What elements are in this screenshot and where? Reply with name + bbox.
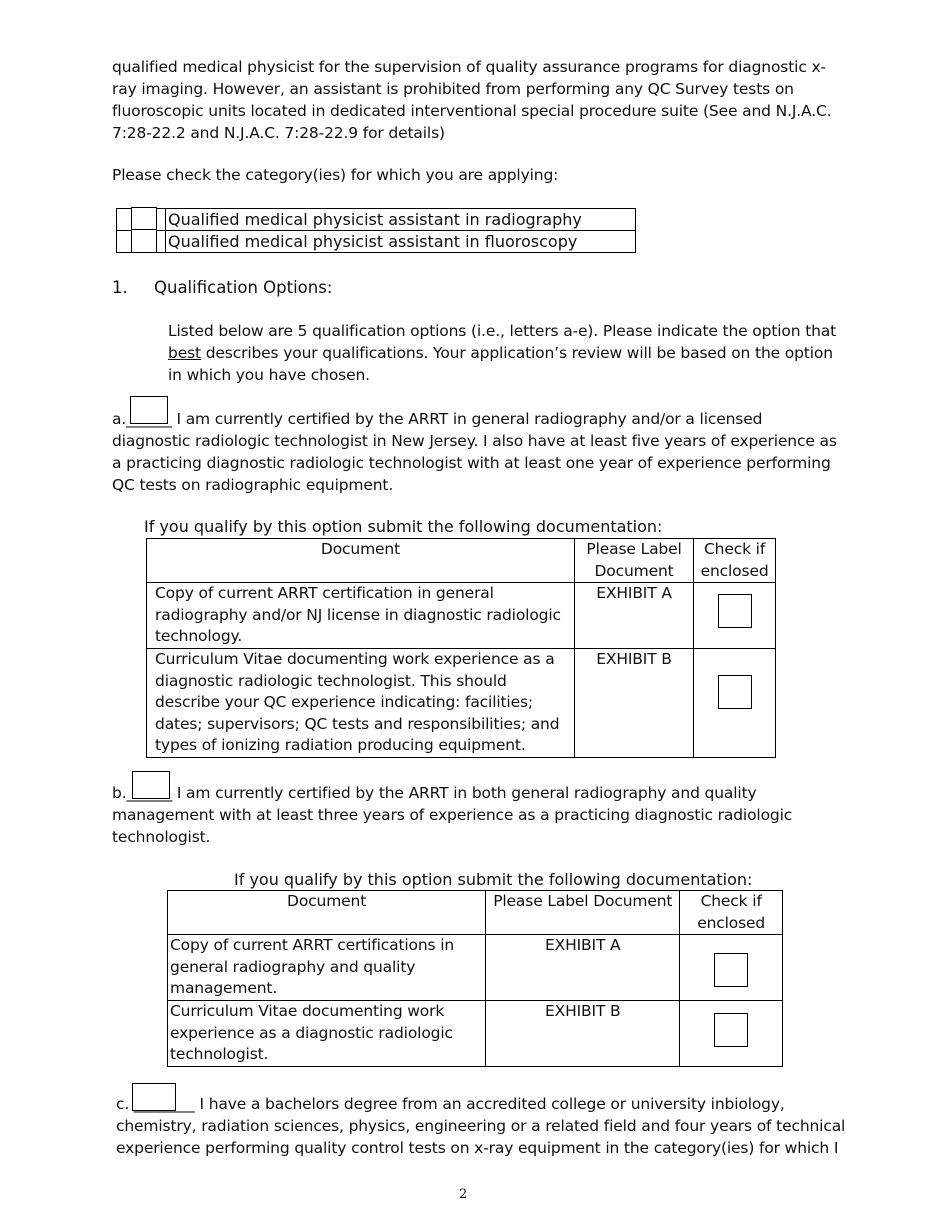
category-row bbox=[117, 209, 636, 231]
section-description bbox=[168, 320, 848, 386]
enclosed-checkbox[interactable] bbox=[718, 675, 752, 709]
option-b-line: technologist. bbox=[112, 828, 211, 846]
option-b-blank: b.______ bbox=[112, 784, 173, 802]
option-a-blank: a.______ bbox=[112, 410, 172, 428]
enclosed-checkbox[interactable] bbox=[714, 1013, 748, 1047]
table-header-row bbox=[168, 891, 783, 935]
intro-paragraph bbox=[112, 56, 852, 144]
intro-line: 7:28-22.2 and N.J.A.C. 7:28-22.9 for details) bbox=[112, 124, 445, 142]
option-a-doc-prompt: If you qualify by this option submit the following documentation: bbox=[144, 517, 663, 536]
table-row bbox=[147, 583, 776, 649]
option-b-text bbox=[112, 782, 852, 848]
option-a-line: QC tests on radiographic equipment. bbox=[112, 476, 394, 494]
section-title: Qualification Options: bbox=[154, 278, 333, 297]
section-number: 1. bbox=[112, 278, 128, 297]
enclosed-cell bbox=[694, 583, 776, 649]
enclosed-cell bbox=[680, 935, 783, 1001]
document-cell: Curriculum Vitae documenting work experience as a diagnostic radiologic technologist. This should describe your QC experience indicating: facilities; dates; supervisors; QC tests and responsibilities; and types of ionizing radiation producing equipment. bbox=[147, 649, 575, 758]
enclosed-checkbox[interactable] bbox=[718, 594, 752, 628]
exhibit-label: EXHIBIT A bbox=[574, 583, 693, 649]
document-cell: Copy of current ARRT certifications in general radiography and quality management. bbox=[168, 935, 486, 1001]
page-number: 2 bbox=[459, 1187, 468, 1202]
header-document: Document bbox=[147, 539, 575, 583]
intro-line: qualified medical physicist for the supervision of quality assurance programs for diagnostic x- bbox=[112, 58, 826, 76]
option-c-blank: c. ________ bbox=[116, 1095, 195, 1113]
table-row bbox=[168, 935, 783, 1001]
option-b-line: b.______ I am currently certified by the ARRT in both general radiography and quality bbox=[112, 784, 757, 802]
document-cell: Copy of current ARRT certification in general radiography and/or NJ license in diagnostic radiologic technology. bbox=[147, 583, 575, 649]
intro-line: ray imaging. However, an assistant is prohibited from performing any QC Survey tests on bbox=[112, 80, 794, 98]
option-a-line: a practicing diagnostic radiologic technologist with at least one year of experience performing bbox=[112, 454, 831, 472]
header-label: Please Label Document bbox=[574, 539, 693, 583]
underlined-word: best bbox=[168, 344, 201, 362]
header-document: Document bbox=[168, 891, 486, 935]
option-c-line: c. ________ I have a bachelors degree from an accredited college or university inbiology, bbox=[116, 1095, 785, 1113]
intro-line: fluoroscopic units located in dedicated interventional special procedure suite (See and N.J.A.C. bbox=[112, 102, 832, 120]
option-a-line: diagnostic radiologic technologist in New Jersey. I also have at least five years of experience as bbox=[112, 432, 837, 450]
description-line: Listed below are 5 qualification options (i.e., letters a-e). Please indicate the option that bbox=[168, 322, 837, 340]
option-c-line: chemistry, radiation sciences, physics, engineering or a related field and four years of technical bbox=[116, 1117, 846, 1135]
option-a-text bbox=[112, 408, 852, 496]
option-b-doc-prompt: If you qualify by this option submit the following documentation: bbox=[234, 870, 753, 889]
header-label: Please Label Document bbox=[486, 891, 680, 935]
category-label: Qualified medical physicist assistant in radiography bbox=[166, 209, 636, 231]
exhibit-label: EXHIBIT A bbox=[486, 935, 680, 1001]
header-check: Check if enclosed bbox=[680, 891, 783, 935]
header-check: Check if enclosed bbox=[694, 539, 776, 583]
description-line: best describes your qualifications. Your application’s review will be based on the option bbox=[168, 344, 833, 362]
option-c-line: experience performing quality control tests on x-ray equipment in the category(ies) for which I bbox=[116, 1139, 839, 1157]
exhibit-label: EXHIBIT B bbox=[574, 649, 693, 758]
enclosed-checkbox[interactable] bbox=[714, 953, 748, 987]
table-row bbox=[147, 649, 776, 758]
enclosed-cell bbox=[680, 1001, 783, 1067]
option-a-doc-table bbox=[146, 538, 776, 758]
option-b-line: management with at least three years of experience as a practicing diagnostic radiologic bbox=[112, 806, 793, 824]
category-table bbox=[116, 208, 636, 253]
category-label: Qualified medical physicist assistant in fluoroscopy bbox=[166, 231, 636, 253]
enclosed-cell bbox=[694, 649, 776, 758]
category-checkbox-cell bbox=[117, 231, 166, 253]
option-c-text bbox=[116, 1093, 856, 1159]
option-a-line: a.______ I am currently certified by the ARRT in general radiography and/or a licensed bbox=[112, 410, 763, 428]
table-header-row bbox=[147, 539, 776, 583]
category-checkbox-fluoroscopy[interactable] bbox=[131, 229, 157, 253]
category-checkbox-radiography[interactable] bbox=[131, 207, 157, 231]
option-b-doc-table bbox=[167, 890, 783, 1067]
category-row bbox=[117, 231, 636, 253]
exhibit-label: EXHIBIT B bbox=[486, 1001, 680, 1067]
category-checkbox-cell bbox=[117, 209, 166, 231]
document-cell: Curriculum Vitae documenting work experience as a diagnostic radiologic technologist. bbox=[168, 1001, 486, 1067]
check-prompt: Please check the category(ies) for which you are applying: bbox=[112, 166, 559, 184]
table-row bbox=[168, 1001, 783, 1067]
description-line: in which you have chosen. bbox=[168, 366, 370, 384]
